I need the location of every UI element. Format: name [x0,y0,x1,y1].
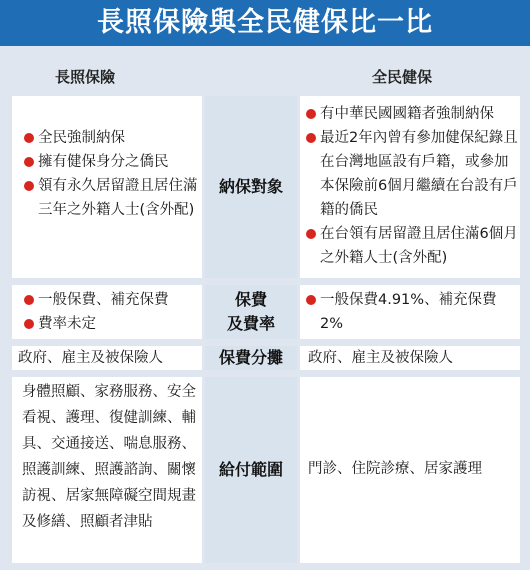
bullet-icon [306,133,316,143]
list-item: 費率未定 [24,312,200,336]
ltc-premium-cell [12,285,202,339]
list-item: 最近2年內曾有參加健保紀錄且在台灣地區設有戶籍，或參加本保險前6個月繼續在台設有戶籍的僑民 [306,126,518,222]
list-item: 一般保費、補充保費 [24,288,200,312]
nhi-premium-cell [300,285,520,339]
bullet-icon [24,295,34,305]
ltc-sharing-cell [12,346,202,370]
ltc-sharing-text: 政府、雇主及被保險人 [18,350,163,366]
row-label-eligibility [205,96,297,278]
nhi-benefits-cell [300,377,520,563]
column-header-nhi: 全民健保 [372,68,433,86]
bullet-icon [306,109,316,119]
list-item: 有中華民國國籍者強制納保 [306,102,518,126]
ltc-benefits-text: 身體照顧、家務服務、安全看視、護理、復健訓練、輔具、交通接送、喘息服務、照護訓練、照護諮詢、關懷訪視、居家無障礙空間規畫及修繕、照顧者津貼 [22,384,196,530]
ltc-benefits-cell [12,377,202,563]
row-label-text: 及費率 [226,314,275,333]
nhi-sharing-text: 政府、雇主及被保險人 [308,350,453,366]
list-item: 在台領有居留證且居住滿6個月之外籍人士(含外配) [306,222,518,270]
bullet-icon [24,133,34,143]
row-label-premium [205,285,297,339]
nhi-sharing-cell [300,346,520,370]
column-header-ltc-insurance: 長照保險 [55,68,116,86]
bullet-icon [24,319,34,329]
bullet-icon [306,229,316,239]
list-item: 全民強制納保 [24,126,198,150]
page-title: 長照保險與全民健保比一比 [0,0,530,46]
bullet-icon [24,157,34,167]
row-label-text: 納保對象 [218,177,283,196]
list-item: 領有永久居留證且居住滿三年之外籍人士(含外配) [24,174,198,222]
list-item: 一般保費4.91%、補充保費2% [306,288,518,336]
row-label-text: 保費分攤 [218,348,283,367]
row-label-text: 保費 [234,290,267,309]
row-label-sharing [205,346,297,370]
nhi-benefits-text: 門診、住院診療、居家護理 [308,461,482,477]
row-label-benefits [205,377,297,563]
bullet-icon [306,295,316,305]
nhi-eligibility-cell [300,96,520,278]
bullet-icon [24,181,34,191]
row-label-text: 給付範圍 [218,460,283,479]
list-item: 擁有健保身分之僑民 [24,150,198,174]
ltc-eligibility-cell [12,96,202,278]
